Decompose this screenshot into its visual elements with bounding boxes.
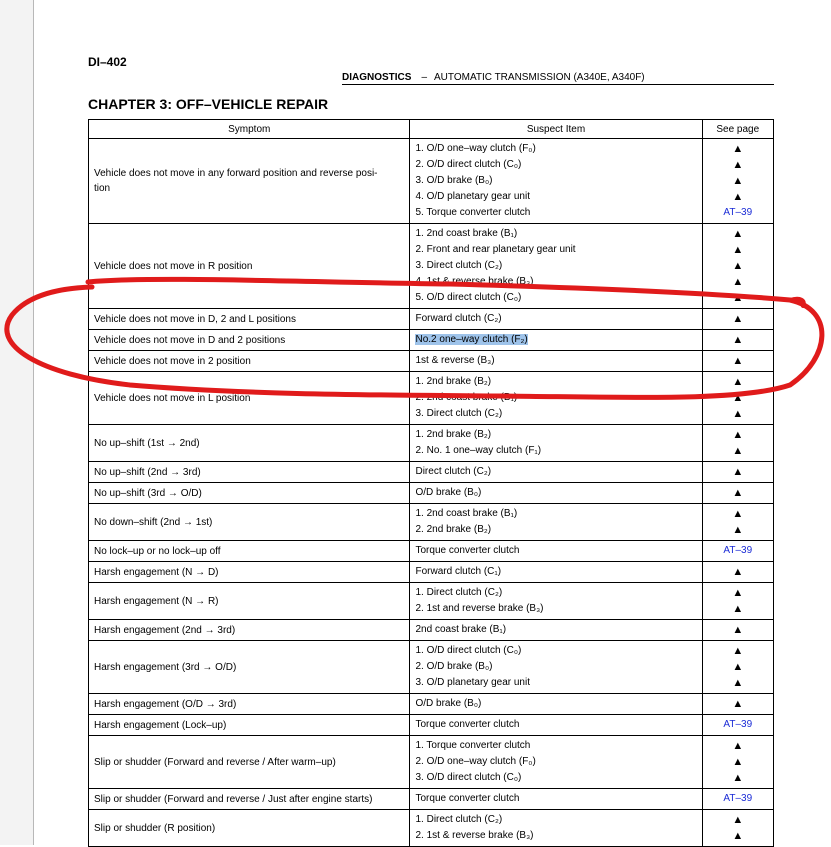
symptom-text: Harsh engagement (Lock–up) [94, 719, 227, 731]
suspect-item-text: 3. O/D direct clutch (C₀) [415, 772, 522, 783]
suspect-item-cell [410, 620, 702, 641]
suspect-item-text: Forward clutch (C₂) [415, 313, 502, 324]
suspect-item [415, 258, 696, 274]
see-page-cell [702, 736, 773, 789]
suspect-item [415, 374, 696, 390]
header-section: DIAGNOSTICS [342, 72, 412, 83]
suspect-item-cell [410, 139, 702, 224]
suspect-item [415, 506, 696, 522]
see-page-cell [702, 641, 773, 694]
see-page-marker-icon: ▲ [732, 830, 744, 842]
see-page-cell [702, 462, 773, 483]
suspect-item-text: 1. Direct clutch (C₂) [415, 814, 503, 825]
suspect-item [415, 427, 696, 443]
see-page-marker-icon: ▲ [732, 603, 744, 615]
symptom-text: No down–shift (2nd → 1st) [94, 516, 213, 528]
suspect-item-text: 5. O/D direct clutch (C₀) [415, 292, 522, 303]
symptom-cell [89, 139, 410, 224]
symptom-text: Harsh engagement (2nd → 3rd) [94, 624, 236, 636]
see-page-marker-icon: ▲ [732, 624, 744, 636]
see-page-marker-icon: ▲ [732, 677, 744, 689]
suspect-item-text: 4. 1st & reverse brake (B₃) [415, 276, 534, 287]
suspect-item-text: 1. Direct clutch (C₂) [415, 587, 503, 598]
suspect-item [415, 585, 696, 601]
symptom-text: No up–shift (2nd → 3rd) [94, 466, 201, 478]
suspect-item-text: 3. Direct clutch (C₂) [415, 260, 503, 271]
see-page-cell [702, 541, 773, 562]
suspect-item [415, 522, 696, 538]
table-row [89, 372, 774, 425]
header-subsection: AUTOMATIC TRANSMISSION (A340E, A340F) [434, 72, 645, 83]
table-row [89, 789, 774, 810]
see-page-marker-icon: ▲ [732, 466, 744, 478]
suspect-item-text: 3. Direct clutch (C₂) [415, 408, 503, 419]
page-reference-link[interactable]: AT–39 [723, 719, 753, 730]
suspect-item [415, 464, 696, 480]
see-page-cell [702, 715, 773, 736]
see-page-cell [702, 810, 773, 847]
symptom-text: Vehicle does not move in 2 position [94, 355, 251, 367]
suspect-item-text: Direct clutch (C₂) [415, 466, 492, 477]
table-row [89, 351, 774, 372]
symptom-text: Vehicle does not move in D, 2 and L positions [94, 313, 296, 325]
suspect-item-cell [410, 541, 702, 562]
symptom-cell [89, 641, 410, 694]
see-page-marker-icon: ▲ [732, 175, 744, 187]
see-page-cell [702, 504, 773, 541]
suspect-item [415, 173, 696, 189]
symptom-text: Vehicle does not move in any forward position and reverse posi- tion [94, 168, 378, 194]
suspect-item [415, 443, 696, 459]
suspect-item [415, 717, 696, 733]
suspect-item [415, 311, 696, 327]
suspect-item [415, 485, 696, 501]
suspect-item-text: 4. O/D planetary gear unit [415, 191, 530, 202]
table-row [89, 462, 774, 483]
suspect-item [415, 157, 696, 173]
see-page-marker-icon: ▲ [732, 587, 744, 599]
header-suspect-item: Suspect Item [410, 120, 702, 139]
see-page-marker-icon: ▲ [732, 143, 744, 155]
suspect-item [415, 353, 696, 369]
suspect-item-cell [410, 789, 702, 810]
see-page-marker-icon: ▲ [732, 487, 744, 499]
suspect-item-cell [410, 810, 702, 847]
see-page-marker-icon: ▲ [732, 376, 744, 388]
symptom-text: Harsh engagement (3rd → O/D) [94, 661, 237, 673]
see-page-marker-icon: ▲ [732, 313, 744, 325]
see-page-marker-icon: ▲ [732, 244, 744, 256]
suspect-item [415, 290, 696, 306]
see-page-marker-icon: ▲ [732, 408, 744, 420]
suspect-item [415, 205, 696, 221]
suspect-item [415, 828, 696, 844]
page-code: DI–402 [88, 55, 127, 69]
suspect-item-cell [410, 462, 702, 483]
suspect-item-text: 2. 2nd brake (B₂) [415, 524, 492, 535]
symptom-text: Vehicle does not move in D and 2 positions [94, 334, 286, 346]
suspect-item-text: 1. 2nd brake (B₂) [415, 429, 492, 440]
see-page-marker-icon: ▲ [732, 740, 744, 752]
see-page-marker-icon: ▲ [732, 334, 744, 346]
see-page-cell [702, 483, 773, 504]
suspect-item [415, 791, 696, 807]
symptom-cell [89, 224, 410, 309]
symptom-cell [89, 351, 410, 372]
see-page-marker-icon: ▲ [732, 524, 744, 536]
suspect-item-cell [410, 504, 702, 541]
suspect-item [415, 189, 696, 205]
symptom-text: Vehicle does not move in L position [94, 392, 251, 404]
symptom-cell [89, 330, 410, 351]
suspect-item-cell [410, 425, 702, 462]
table-row [89, 504, 774, 541]
suspect-item-text: 1. 2nd coast brake (B₁) [415, 508, 518, 519]
suspect-item-text: 2. O/D brake (B₀) [415, 661, 493, 672]
suspect-item-cell [410, 351, 702, 372]
see-page-cell [702, 694, 773, 715]
suspect-item [415, 141, 696, 157]
see-page-cell [702, 330, 773, 351]
page-reference-link[interactable]: AT–39 [723, 793, 753, 804]
page-reference-link[interactable]: AT–39 [723, 545, 753, 556]
suspect-item [415, 242, 696, 258]
suspect-item-text: 2. 2nd coast brake (B₁) [415, 392, 518, 403]
table-row [89, 583, 774, 620]
see-page-marker-icon: ▲ [732, 772, 744, 784]
table-row [89, 715, 774, 736]
symptom-table [88, 119, 774, 847]
suspect-item-text: 1. Torque converter clutch [415, 740, 531, 751]
table-row [89, 810, 774, 847]
symptom-cell [89, 789, 410, 810]
symptom-text: Vehicle does not move in R position [94, 260, 253, 272]
table-row [89, 562, 774, 583]
symptom-cell [89, 736, 410, 789]
running-header [342, 72, 774, 85]
symptom-cell [89, 372, 410, 425]
symptom-text: Harsh engagement (N → R) [94, 595, 219, 607]
suspect-item-cell [410, 736, 702, 789]
suspect-item-text: 1. 2nd coast brake (B₁) [415, 228, 518, 239]
selected-text[interactable]: No.2 one–way clutch (F₂) [415, 334, 528, 345]
table-row [89, 620, 774, 641]
table-row [89, 309, 774, 330]
table-row [89, 641, 774, 694]
see-page-marker-icon: ▲ [732, 260, 744, 272]
table-row [89, 483, 774, 504]
suspect-item-text: Forward clutch (C₁) [415, 566, 502, 577]
header-see-page: See page [702, 120, 773, 139]
see-page-marker-icon: ▲ [732, 508, 744, 520]
suspect-item-cell [410, 694, 702, 715]
suspect-item [415, 406, 696, 422]
table-row [89, 541, 774, 562]
suspect-item [415, 226, 696, 242]
suspect-item-text: 2. O/D direct clutch (C₀) [415, 159, 522, 170]
suspect-item-cell [410, 562, 702, 583]
symptom-cell [89, 562, 410, 583]
suspect-item-text: 2. No. 1 one–way clutch (F₁) [415, 445, 542, 456]
symptom-text: Slip or shudder (Forward and reverse / After warm–up) [94, 756, 336, 768]
suspect-item-cell [410, 641, 702, 694]
see-page-marker-icon: ▲ [732, 566, 744, 578]
suspect-item-cell [410, 224, 702, 309]
table-header-row [89, 120, 774, 139]
suspect-item [415, 754, 696, 770]
see-page-marker-icon: ▲ [732, 814, 744, 826]
table-row [89, 736, 774, 789]
table-row [89, 224, 774, 309]
suspect-item [415, 543, 696, 559]
suspect-item-text: O/D brake (B₀) [415, 698, 482, 709]
table-row [89, 694, 774, 715]
see-page-marker-icon: ▲ [732, 292, 744, 304]
see-page-cell [702, 309, 773, 330]
symptom-text: Slip or shudder (Forward and reverse / Just after engine starts) [94, 793, 373, 805]
symptom-cell [89, 541, 410, 562]
see-page-marker-icon: ▲ [732, 756, 744, 768]
suspect-item-text: 3. O/D planetary gear unit [415, 677, 530, 688]
suspect-item-text: 2. 1st and reverse brake (B₃) [415, 603, 544, 614]
see-page-cell [702, 583, 773, 620]
suspect-item-text: 2. Front and rear planetary gear unit [415, 244, 576, 255]
suspect-item [415, 696, 696, 712]
see-page-cell [702, 789, 773, 810]
see-page-cell [702, 351, 773, 372]
see-page-marker-icon: ▲ [732, 191, 744, 203]
symptom-cell [89, 694, 410, 715]
suspect-item-text: 5. Torque converter clutch [415, 207, 531, 218]
symptom-cell [89, 583, 410, 620]
symptom-text: Slip or shudder (R position) [94, 822, 216, 834]
suspect-item-cell [410, 583, 702, 620]
symptom-cell [89, 715, 410, 736]
header-symptom: Symptom [89, 120, 410, 139]
symptom-cell [89, 425, 410, 462]
see-page-marker-icon: ▲ [732, 429, 744, 441]
suspect-item-text: 1. 2nd brake (B₂) [415, 376, 492, 387]
suspect-item [415, 622, 696, 638]
see-page-cell [702, 139, 773, 224]
suspect-item [415, 601, 696, 617]
symptom-cell [89, 309, 410, 330]
suspect-item [415, 274, 696, 290]
see-page-marker-icon: ▲ [732, 661, 744, 673]
suspect-item-text: 1. O/D one–way clutch (F₀) [415, 143, 536, 154]
see-page-marker-icon: ▲ [732, 276, 744, 288]
suspect-item-text: Torque converter clutch [415, 545, 520, 556]
chapter-title: CHAPTER 3: OFF–VEHICLE REPAIR [88, 96, 329, 112]
suspect-item-cell [410, 372, 702, 425]
symptom-cell [89, 462, 410, 483]
suspect-item-text: O/D brake (B₀) [415, 487, 482, 498]
suspect-item-text: Torque converter clutch [415, 719, 520, 730]
table-row [89, 330, 774, 351]
symptom-text: Harsh engagement (N → D) [94, 566, 219, 578]
symptom-cell [89, 620, 410, 641]
suspect-item-text: 1st & reverse (B₃) [415, 355, 495, 366]
suspect-item-cell [410, 715, 702, 736]
suspect-item [415, 675, 696, 691]
suspect-item-text: 1. O/D direct clutch (C₀) [415, 645, 522, 656]
symptom-text: Harsh engagement (O/D → 3rd) [94, 698, 237, 710]
symptom-cell [89, 483, 410, 504]
see-page-marker-icon: ▲ [732, 445, 744, 457]
suspect-item [415, 332, 696, 348]
symptom-text: No lock–up or no lock–up off [94, 545, 221, 557]
suspect-item-text: 2. O/D one–way clutch (F₀) [415, 756, 536, 767]
suspect-item [415, 643, 696, 659]
see-page-marker-icon: ▲ [732, 392, 744, 404]
suspect-item [415, 564, 696, 580]
suspect-item-cell [410, 309, 702, 330]
see-page-cell [702, 372, 773, 425]
suspect-item-text: Torque converter clutch [415, 793, 520, 804]
see-page-marker-icon: ▲ [732, 645, 744, 657]
symptom-cell [89, 504, 410, 541]
suspect-item [415, 390, 696, 406]
table-row [89, 139, 774, 224]
symptom-text: No up–shift (1st → 2nd) [94, 437, 200, 449]
table-row [89, 425, 774, 462]
header-separator: – [421, 72, 428, 83]
suspect-item [415, 738, 696, 754]
suspect-item [415, 659, 696, 675]
see-page-marker-icon: ▲ [732, 355, 744, 367]
suspect-item-cell [410, 330, 702, 351]
suspect-item-text: 2. 1st & reverse brake (B₃) [415, 830, 534, 841]
see-page-marker-icon: ▲ [732, 698, 744, 710]
see-page-cell [702, 224, 773, 309]
suspect-item [415, 812, 696, 828]
see-page-marker-icon: ▲ [732, 228, 744, 240]
suspect-item-text: 3. O/D brake (B₀) [415, 175, 493, 186]
suspect-item-cell [410, 483, 702, 504]
suspect-item-text: 2nd coast brake (B₁) [415, 624, 507, 635]
see-page-marker-icon: ▲ [732, 159, 744, 171]
symptom-text: No up–shift (3rd → O/D) [94, 487, 202, 499]
suspect-item [415, 770, 696, 786]
symptom-cell [89, 810, 410, 847]
see-page-cell [702, 562, 773, 583]
page-reference-link[interactable]: AT–39 [723, 207, 753, 218]
see-page-cell [702, 620, 773, 641]
see-page-cell [702, 425, 773, 462]
